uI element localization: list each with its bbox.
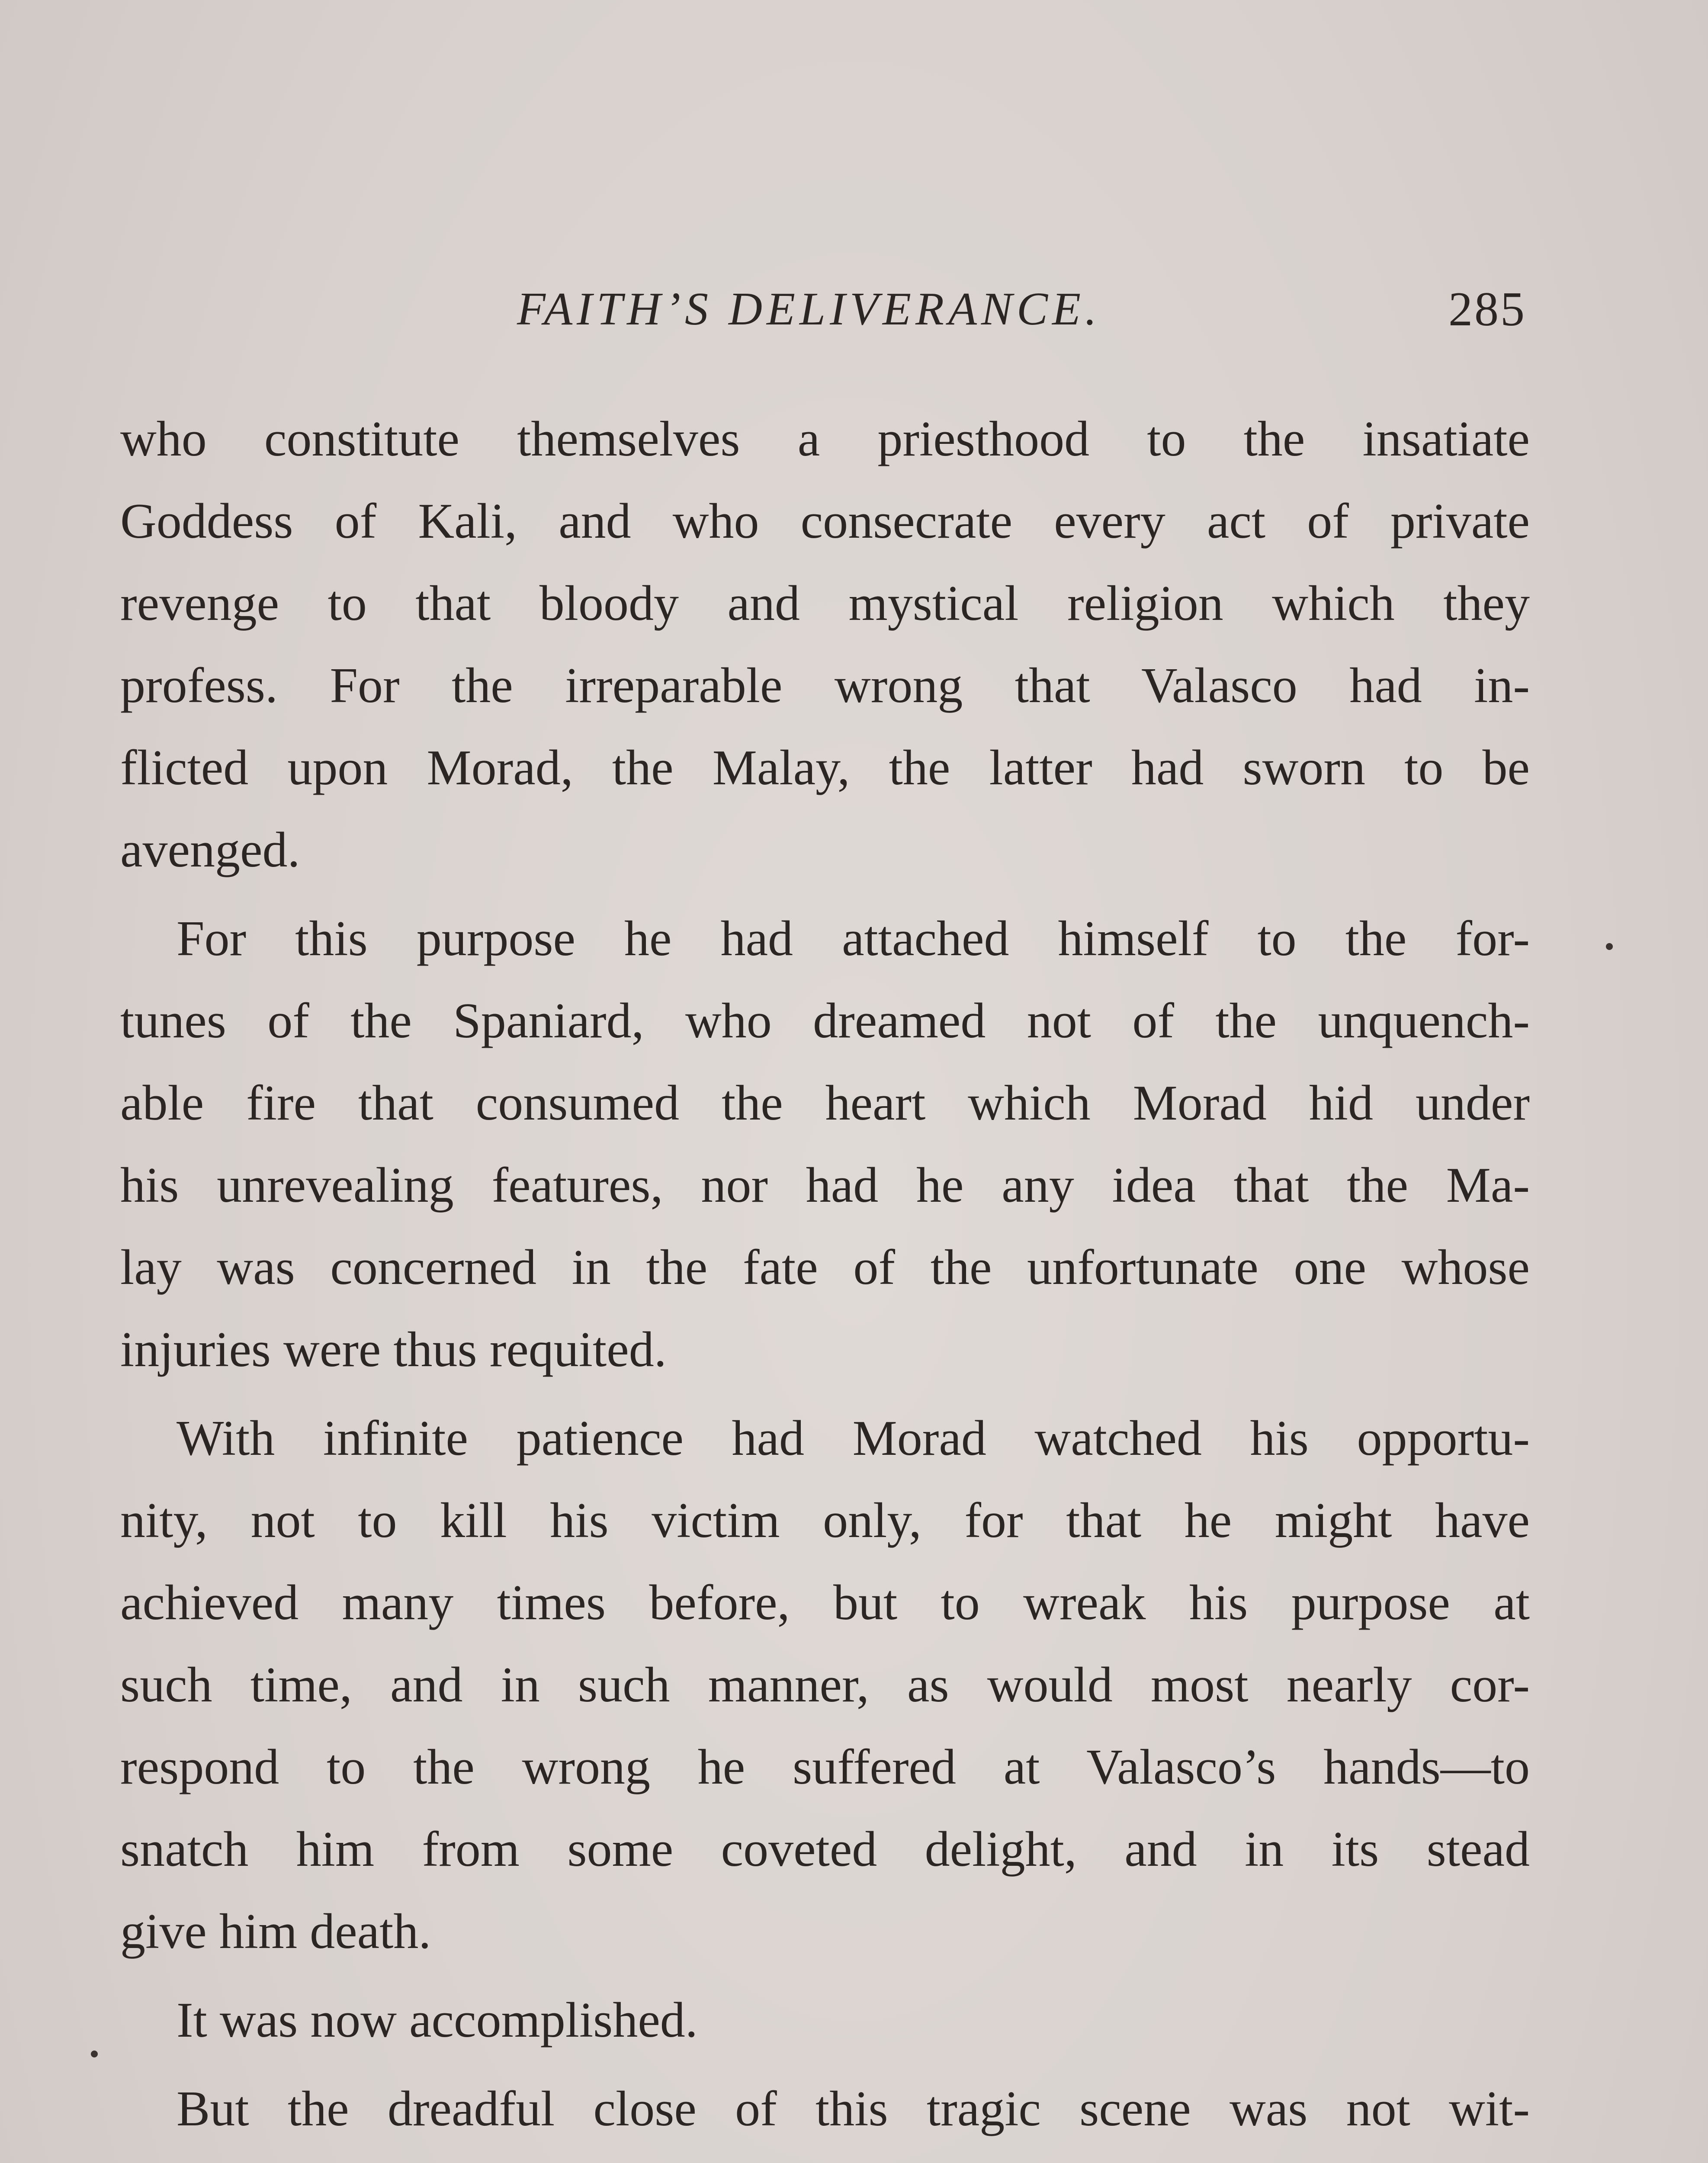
running-title: FAITH’S DELIVERANCE. — [517, 283, 1101, 335]
text-line: injuries were thus requited. — [120, 1322, 667, 1377]
ink-speck — [1606, 943, 1613, 950]
text-line: respond to the wrong he suffered at Valasco’s hands—to — [120, 1739, 1530, 1795]
paragraph-4 — [120, 1979, 1530, 2061]
running-head — [0, 277, 1708, 342]
text-line: achieved many times before, but to wreak his purpose at — [120, 1575, 1530, 1630]
text-line: revenge to that bloody and mystical religion which they — [120, 576, 1530, 631]
text-line: profess. For the irreparable wrong that Valasco had in- — [120, 658, 1530, 713]
paragraph-3 — [120, 1397, 1530, 1973]
text-line: It was now accomplished. — [177, 1993, 698, 2048]
text-line: avenged. — [120, 822, 300, 878]
text-line: his unrevealing features, nor had he any idea that the Ma- — [120, 1158, 1530, 1213]
body-text — [120, 398, 1530, 2163]
page-number: 285 — [1448, 282, 1526, 336]
text-line: who constitute themselves a priesthood to the insatiate — [120, 411, 1530, 467]
text-line: able fire that consumed the heart which Morad hid under — [120, 1075, 1530, 1131]
text-line: lay was concerned in the fate of the unfortunate one whose — [120, 1240, 1530, 1295]
text-line: snatch him from some coveted delight, and in its stead — [120, 1822, 1530, 1877]
paragraph-2 — [120, 898, 1530, 1391]
text-line: flicted upon Morad, the Malay, the latter had sworn to be — [120, 740, 1530, 796]
text-line: But the dreadful close of this tragic scene was not wit- — [177, 2081, 1530, 2137]
text-line: For this purpose he had attached himself to the for- — [177, 911, 1530, 966]
text-line: such time, and in such manner, as would most nearly cor- — [120, 1657, 1530, 1713]
paragraph-5 — [120, 2068, 1530, 2163]
text-line: tunes of the Spaniard, who dreamed not of the unquench- — [120, 993, 1530, 1049]
text-line: With infinite patience had Morad watched his opportu- — [177, 1411, 1530, 1466]
paragraph-1 — [120, 398, 1530, 891]
text-line — [120, 2150, 1530, 2163]
text-line: give him death. — [120, 1904, 431, 1959]
text-line: Goddess of Kali, and who consecrate every act of private — [120, 494, 1530, 549]
ink-speck — [91, 2051, 98, 2057]
text-line: nity, not to kill his victim only, for that he might have — [120, 1493, 1530, 1548]
